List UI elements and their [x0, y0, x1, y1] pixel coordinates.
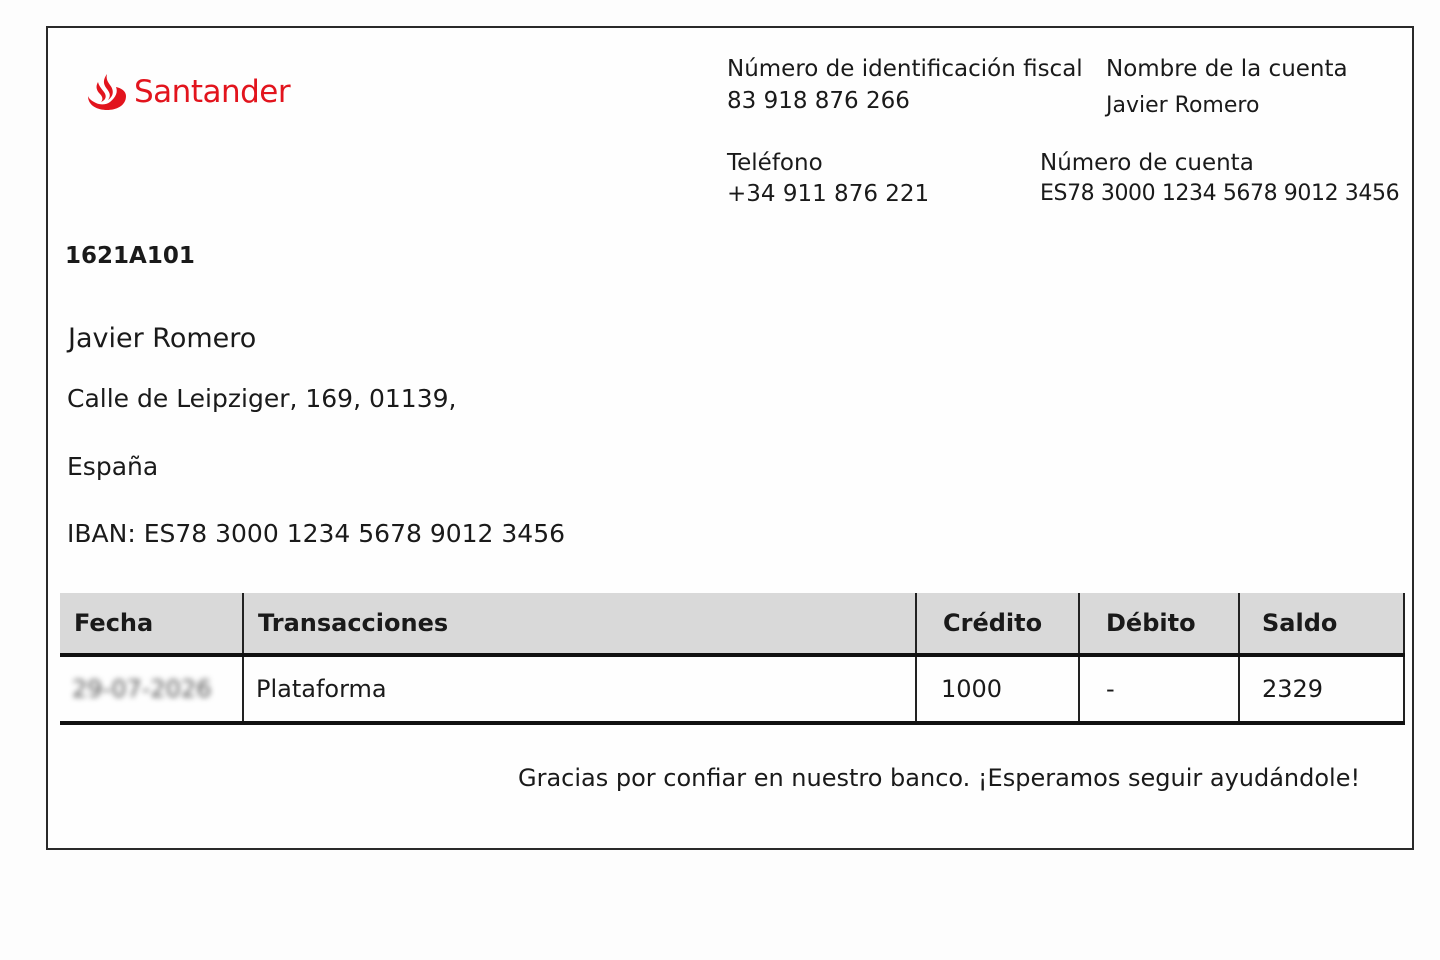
column-header-transactions: Transacciones [243, 593, 916, 655]
blurred-date: 29-07-2026 [72, 675, 212, 703]
column-header-debit: Débito [1079, 593, 1239, 655]
transactions-table [60, 593, 1405, 725]
flame-icon [86, 72, 128, 112]
account-name-value: Javier Romero [1106, 93, 1260, 118]
table-header-row [60, 593, 1404, 655]
cell-balance: 2329 [1239, 655, 1404, 723]
tax-id-label: Número de identificación fiscal [727, 56, 1083, 82]
cell-transaction: Plataforma [243, 655, 916, 723]
account-number-label: Número de cuenta [1040, 150, 1254, 176]
brand-name: Santander [134, 73, 291, 110]
table-row [60, 655, 1404, 723]
customer-iban: IBAN: ES78 3000 1234 5678 9012 3456 [67, 519, 566, 548]
account-number-value: ES78 3000 1234 5678 9012 3456 [1040, 181, 1400, 206]
cell-debit: - [1079, 655, 1239, 723]
column-header-balance: Saldo [1239, 593, 1404, 655]
phone-value: +34 911 876 221 [727, 181, 930, 207]
cell-date [60, 655, 243, 723]
account-name-label: Nombre de la cuenta [1106, 56, 1348, 82]
tax-id-value: 83 918 876 266 [727, 88, 910, 114]
column-header-date: Fecha [60, 593, 243, 655]
statement-reference: 1621A101 [65, 243, 195, 269]
column-header-credit: Crédito [916, 593, 1079, 655]
customer-address: Calle de Leipziger, 169, 01139, [67, 384, 457, 413]
bank-statement [46, 26, 1414, 850]
customer-country: España [67, 452, 159, 481]
thank-you-message: Gracias por confiar en nuestro banco. ¡Esperamos seguir ayudándole! [518, 764, 1361, 792]
phone-label: Teléfono [727, 150, 823, 176]
cell-credit: 1000 [916, 655, 1079, 723]
santander-logo [86, 72, 290, 112]
customer-name: Javier Romero [68, 323, 257, 354]
